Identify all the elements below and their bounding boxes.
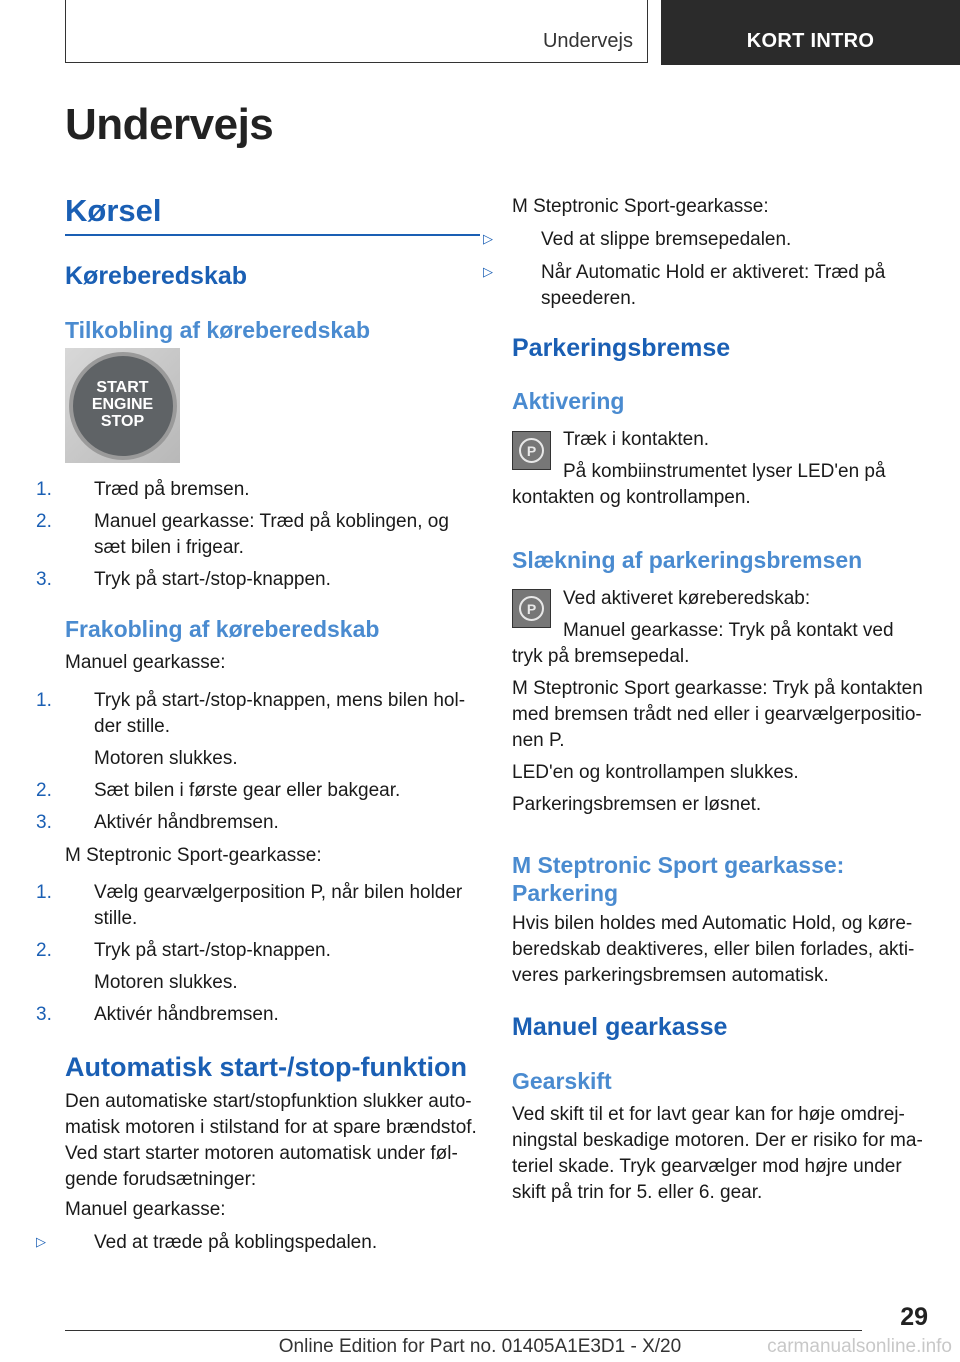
- heading-slaekning: Slækning af parkeringsbremsen: [512, 547, 863, 573]
- heading-manuel-gearkasse: Manuel gearkasse: [512, 1013, 728, 1041]
- list-item: 1. Tryk på start-/stop-knappen, mens bilen hol-der stille.: [36, 690, 466, 737]
- slaek-line-2: Manuel gearkasse: Tryk på kontakt ved tryk på bremsepedal.: [512, 620, 894, 667]
- list-item: 3. Aktivér håndbremsen.: [36, 1004, 279, 1025]
- list-item: 2. Tryk på start-/stop-knappen.: [36, 940, 331, 961]
- start-label-line: ENGINE: [91, 396, 154, 413]
- triangle-bullet-icon: ▷: [483, 231, 493, 246]
- triangle-bullet-icon: ▷: [483, 264, 493, 279]
- footer-rule: [65, 1330, 862, 1331]
- chapter-tab-label: KORT INTRO: [746, 30, 875, 52]
- list-item: ▷ Ved at træde på koblingspedalen.: [65, 1229, 504, 1256]
- heading-frakobling: Frakobling af køreberedskab: [65, 616, 380, 642]
- list-item-note: Motoren slukkes.: [94, 972, 238, 993]
- heading-autostart: Automatisk start-/stop-funktion: [65, 1052, 467, 1082]
- heading-rule: [65, 234, 480, 236]
- start-label-line: STOP: [100, 413, 145, 430]
- list-item: 2. Manuel gearkasse: Træd på koblingen, og sæt bilen i frigear.: [36, 511, 449, 558]
- gearskift-paragraph: Ved skift til et for lavt gear kan for høje omdrej-ningstal beskadige motoren. Der er risiko for ma-teriel skade. Tryk gearvælger mod højre under skift på trin for 5. eller 6. gear.: [512, 1104, 923, 1203]
- heading-parkeringsbremse: Parkeringsbremse: [512, 334, 731, 362]
- manuel-label: Manuel gearkasse:: [65, 652, 226, 673]
- msport-paragraph: Hvis bilen holdes med Automatic Hold, og køre-beredskab deaktiveres, eller bilen forlades, akti-veres parkeringsbremsen automatisk.: [512, 913, 915, 986]
- left-column: [65, 193, 480, 229]
- list-item: 3. Aktivér håndbremsen.: [36, 812, 279, 833]
- heading-korsel: Kørsel: [65, 193, 162, 228]
- heading-korberedskab: Køreberedskab: [65, 262, 248, 290]
- right-bullets: [483, 226, 922, 312]
- watermark: carmanualsonline.info: [767, 1336, 952, 1357]
- footer-edition: Online Edition for Part no. 01405A1E3D1 - X/20: [278, 1336, 682, 1357]
- triangle-bullet-icon: ▷: [36, 1234, 46, 1249]
- list-item: 2. Sæt bilen i første gear eller bakgear.: [36, 780, 401, 801]
- heading-msport-line-2: Parkering: [512, 880, 619, 906]
- slaek-line-4: LED'en og kontrollampen slukkes.: [512, 762, 799, 783]
- heading-msport-parkering: [512, 851, 844, 907]
- section-tab-label: Undervejs: [542, 30, 633, 52]
- list-item-note: Motoren slukkes.: [94, 748, 238, 769]
- heading-gearskift: Gearskift: [512, 1068, 612, 1094]
- start-label-line: START: [96, 379, 149, 396]
- list-item: ▷ Ved at slippe bremsepedalen.: [512, 226, 922, 253]
- list-item: 1. Træd på bremsen.: [36, 479, 250, 500]
- frakobling-manuel-steps: [36, 688, 475, 836]
- autostart-paragraph: Den automatiske start/stopfunktion slukker auto-matisk motoren i stilstand for at spare brændstof. Ved start starter motoren automatisk under føl-gende forudsætninger:: [65, 1091, 477, 1190]
- frakobling-m-steps: [36, 880, 475, 1028]
- list-item: 1. Vælg gearvælgerposition P, når bilen holder stille.: [36, 882, 463, 929]
- page-number: 29: [900, 1303, 928, 1331]
- heading-tilkobling: Tilkobling af køreberedskab: [65, 317, 371, 343]
- start-engine-stop-button-image: [65, 348, 180, 463]
- parking-brake-glyph: P: [519, 596, 544, 621]
- heading-msport-line-1: M Steptronic Sport gearkasse:: [512, 852, 845, 878]
- tilkobling-steps: [36, 477, 465, 593]
- aktivering-line-2: På kombiinstrumentet lyser LED'en på kontakten og kontrollampen.: [512, 461, 886, 508]
- autostart-manuel-label: Manuel gearkasse:: [65, 1199, 226, 1220]
- aktivering-para: [512, 459, 922, 511]
- section-tab: [65, 0, 648, 63]
- chapter-tab: [661, 0, 960, 65]
- slaek-line-5: Parkeringsbremsen er løsnet.: [512, 794, 762, 815]
- slaek-paras: [512, 618, 932, 818]
- page-title: Undervejs: [65, 100, 274, 149]
- list-item: ▷ Når Automatic Hold er aktiveret: Træd på speederen.: [512, 259, 931, 312]
- start-button-label: [65, 379, 180, 430]
- slaek-line-1: Ved aktiveret køreberedskab:: [563, 588, 811, 609]
- msteptronic-label: M Steptronic Sport-gearkasse:: [65, 845, 322, 866]
- right-msteptronic-label: M Steptronic Sport-gearkasse:: [512, 196, 769, 217]
- slaek-line-3: M Steptronic Sport gearkasse: Tryk på kontakten med bremsen trådt ned eller i gearvælgerpositio-nen P.: [512, 678, 923, 751]
- heading-aktivering: Aktivering: [512, 388, 625, 414]
- list-item: 3. Tryk på start-/stop-knappen.: [36, 569, 331, 590]
- aktivering-line-1: Træk i kontakten.: [563, 429, 710, 450]
- parking-brake-glyph: P: [519, 438, 544, 463]
